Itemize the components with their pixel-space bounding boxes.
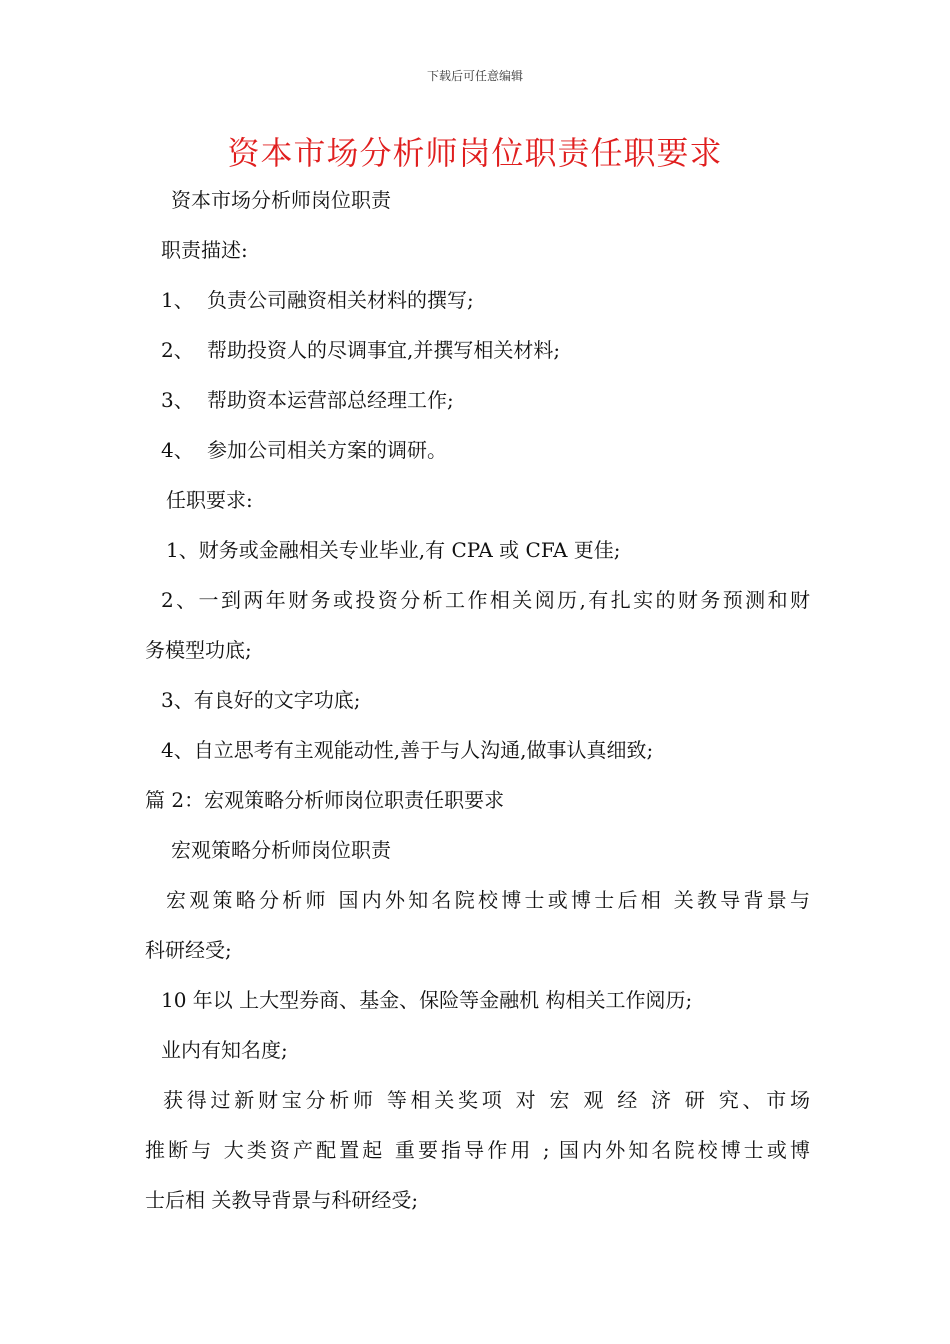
duty-item — [145, 436, 826, 464]
paragraph-line: 科研经受; — [145, 938, 232, 962]
duty-item — [145, 286, 826, 314]
paragraph-line: 10 年以 上大型券商、基金、保险等金融机 构相关工作阅历; — [161, 988, 693, 1012]
paragraph-line: 士后相 关教导背景与科研经受; — [145, 1188, 419, 1212]
document-title: 资本市场分析师岗位职责任职要求 — [227, 134, 723, 172]
paragraph-line: 推断与 大类资产配置起 重要指导作用 ; 国内外知名院校博士或博 — [145, 1138, 810, 1162]
duty-text: 负责公司融资相关材料的撰写; — [207, 288, 474, 312]
paragraph-line: 宏观策略分析师 国内外知名院校博士或博士后相 关教导背景与 — [166, 888, 810, 912]
paragraph-line: 业内有知名度; — [161, 1038, 288, 1062]
duty-number: 1、 — [161, 288, 194, 312]
duty-text: 帮助投资人的尽调事宜,并撰写相关材料; — [207, 338, 561, 362]
requirement-item: 2、一到两年财务或投资分析工作相关阅历,有扎实的财务预测和财 — [161, 588, 810, 612]
requirement-item: 4、自立思考有主观能动性,善于与人沟通,做事认真细致; — [161, 738, 654, 762]
duty-text: 参加公司相关方案的调研。 — [207, 438, 447, 462]
requirement-item: 3、有良好的文字功底; — [161, 688, 361, 712]
section-title: 篇 2：宏观策略分析师岗位职责任职要求 — [145, 788, 505, 812]
duty-number: 3、 — [161, 388, 194, 412]
duty-item — [145, 386, 826, 414]
duty-number: 4、 — [161, 438, 194, 462]
requirement-item-continued: 务模型功底; — [145, 638, 252, 662]
duties-label: 职责描述: — [161, 238, 248, 262]
paragraph-line: 获得过新财宝分析师 等相关奖项 对 宏 观 经 济 研 究、市场 — [163, 1088, 810, 1112]
duty-number: 2、 — [161, 338, 194, 362]
section-heading: 资本市场分析师岗位职责 — [171, 188, 391, 212]
requirements-label: 任职要求: — [166, 488, 253, 512]
page-header: 下载后可任意编辑 — [426, 69, 523, 83]
requirement-item: 1、财务或金融相关专业毕业,有 CPA 或 CFA 更佳; — [166, 538, 621, 562]
section-heading: 宏观策略分析师岗位职责 — [171, 838, 391, 862]
duty-item — [145, 336, 826, 364]
duty-text: 帮助资本运营部总经理工作; — [207, 388, 454, 412]
